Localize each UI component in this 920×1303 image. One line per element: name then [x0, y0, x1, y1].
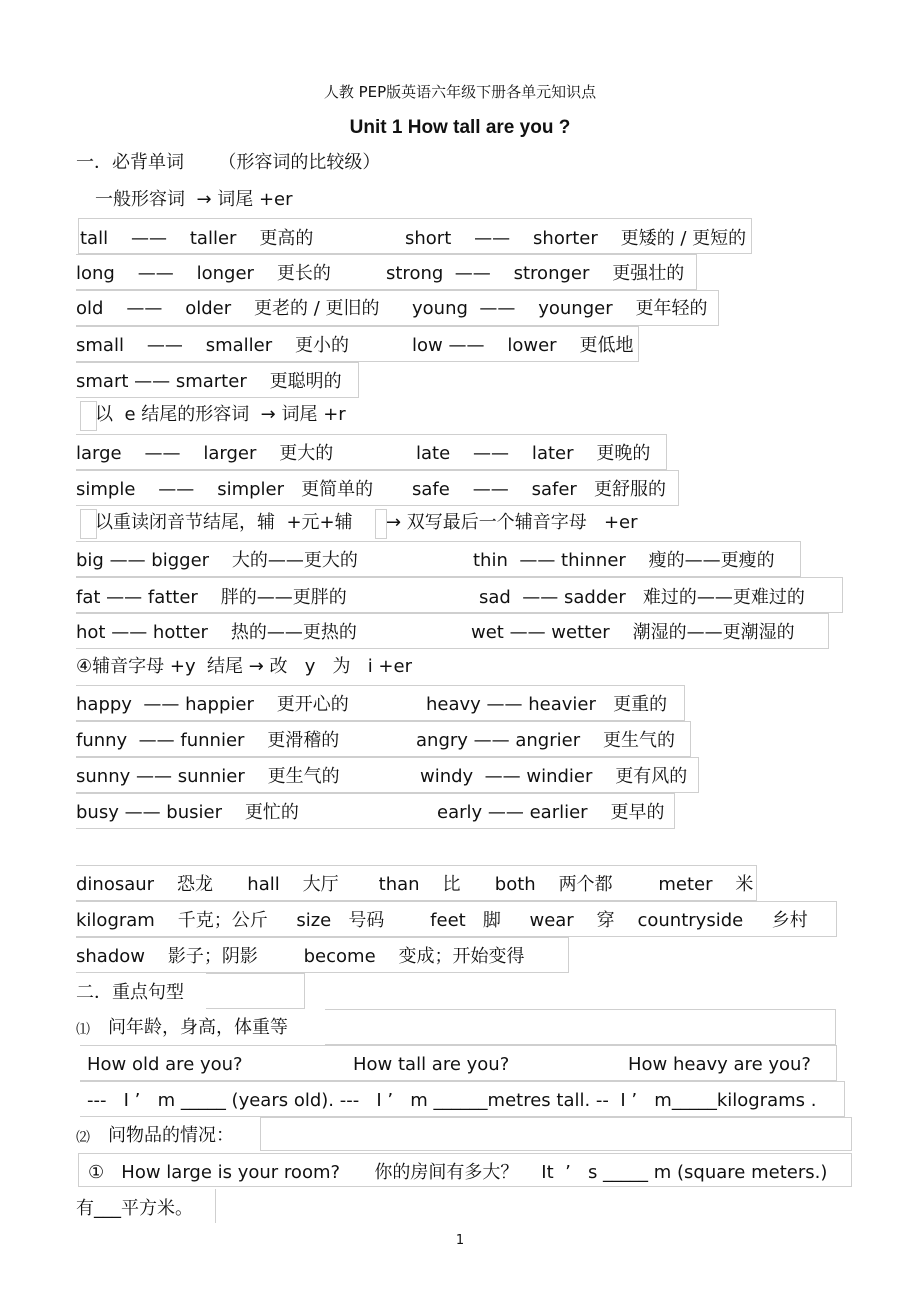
word-pair: sunny —— sunnier 更生气的 [76, 766, 340, 787]
word-pair: big —— bigger 大的——更大的 [76, 550, 358, 571]
question-age: How old are you? [87, 1054, 243, 1075]
vocab-line: kilogram 千克；公斤 size 号码 feet 脚 wear 穿 countryside 乡村 [76, 910, 808, 931]
word-pair: smart —— smarter 更聪明的 [76, 371, 342, 392]
word-pair: angry —— angrier 更生气的 [416, 730, 675, 751]
word-pair: tall —— taller 更高的 [80, 228, 314, 249]
rule3-text: 以重读闭音节结尾，辅 +元+辅 [95, 512, 353, 533]
rule3-text-b: → 双写最后一个辅音字母 +er [386, 512, 638, 533]
word-pair: late —— later 更晚的 [416, 443, 651, 464]
word-pair: happy —— happier 更开心的 [76, 694, 349, 715]
word-pair: large —— larger 更大的 [76, 443, 334, 464]
word-pair: wet —— wetter 潮湿的——更潮湿的 [471, 622, 795, 643]
table-border [325, 1009, 836, 1045]
rule1-text: 一般形容词 → 词尾 +er [95, 189, 293, 210]
word-pair: early —— earlier 更早的 [437, 802, 665, 823]
word-pair: low —— lower 更低地 [412, 335, 634, 356]
word-pair: heavy —— heavier 更重的 [426, 694, 668, 715]
sub1-text: 问年龄，身高，体重等 [108, 1017, 288, 1038]
word-pair: small —— smaller 更小的 [76, 335, 350, 356]
rule2-text: 以 e 结尾的形容词 → 词尾 +r [95, 404, 346, 425]
table-border [215, 1189, 216, 1223]
answer-line: --- I ’ m _____ (years old). --- I ’ m ______metres tall. -- I ’ m_____kilograms . [87, 1090, 817, 1111]
word-pair: long —— longer 更长的 [76, 263, 331, 284]
word-pair: thin —— thinner 瘦的——更瘦的 [473, 550, 775, 571]
item1-question: ① How large is your room? 你的房间有多大？ It ’ s _____ m (square meters.) [88, 1162, 828, 1183]
vocab-line: dinosaur 恐龙 hall 大厅 than 比 both 两个都 meter 米 [76, 874, 754, 895]
sub2-number: ⑵ [76, 1130, 90, 1146]
word-pair: short —— shorter 更矮的 / 更短的 [405, 228, 747, 249]
question-height: How tall are you? [353, 1054, 510, 1075]
question-weight: How heavy are you? [628, 1054, 811, 1075]
unit-title: Unit 1 How tall are you ? [349, 117, 571, 138]
word-pair: funny —— funnier 更滑稽的 [76, 730, 340, 751]
section1-heading: 一．必背单词 （形容词的比较级） [76, 152, 381, 173]
word-pair: fat —— fatter 胖的——更胖的 [76, 587, 347, 608]
document-header: 人教 PEP版英语六年级下册各单元知识点 [323, 83, 597, 101]
word-pair: safe —— safer 更舒服的 [412, 479, 666, 500]
word-pair: old —— older 更老的 / 更旧的 [76, 298, 380, 319]
page-number: 1 [455, 1233, 465, 1248]
sub1-number: ⑴ [76, 1022, 90, 1038]
vocab-line: shadow 影子；阴影 become 变成；开始变得 [76, 946, 525, 967]
item1-continuation: 有___平方米。 [76, 1198, 193, 1219]
table-border [206, 973, 305, 1009]
word-pair: busy —— busier 更忙的 [76, 802, 299, 823]
table-border [260, 1117, 852, 1151]
section2-heading: 二．重点句型 [76, 982, 184, 1003]
word-pair: strong —— stronger 更强壮的 [386, 263, 685, 284]
word-pair: hot —— hotter 热的——更热的 [76, 622, 357, 643]
word-pair: sad —— sadder 难过的——更难过的 [479, 587, 805, 608]
word-pair: simple —— simpler 更简单的 [76, 479, 374, 500]
word-pair: young —— younger 更年轻的 [412, 298, 708, 319]
sub2-text: 问物品的情况： [108, 1125, 234, 1146]
rule4-text: ④辅音字母 +y 结尾 → 改 y 为 i +er [76, 656, 412, 677]
word-pair: windy —— windier 更有风的 [420, 766, 688, 787]
